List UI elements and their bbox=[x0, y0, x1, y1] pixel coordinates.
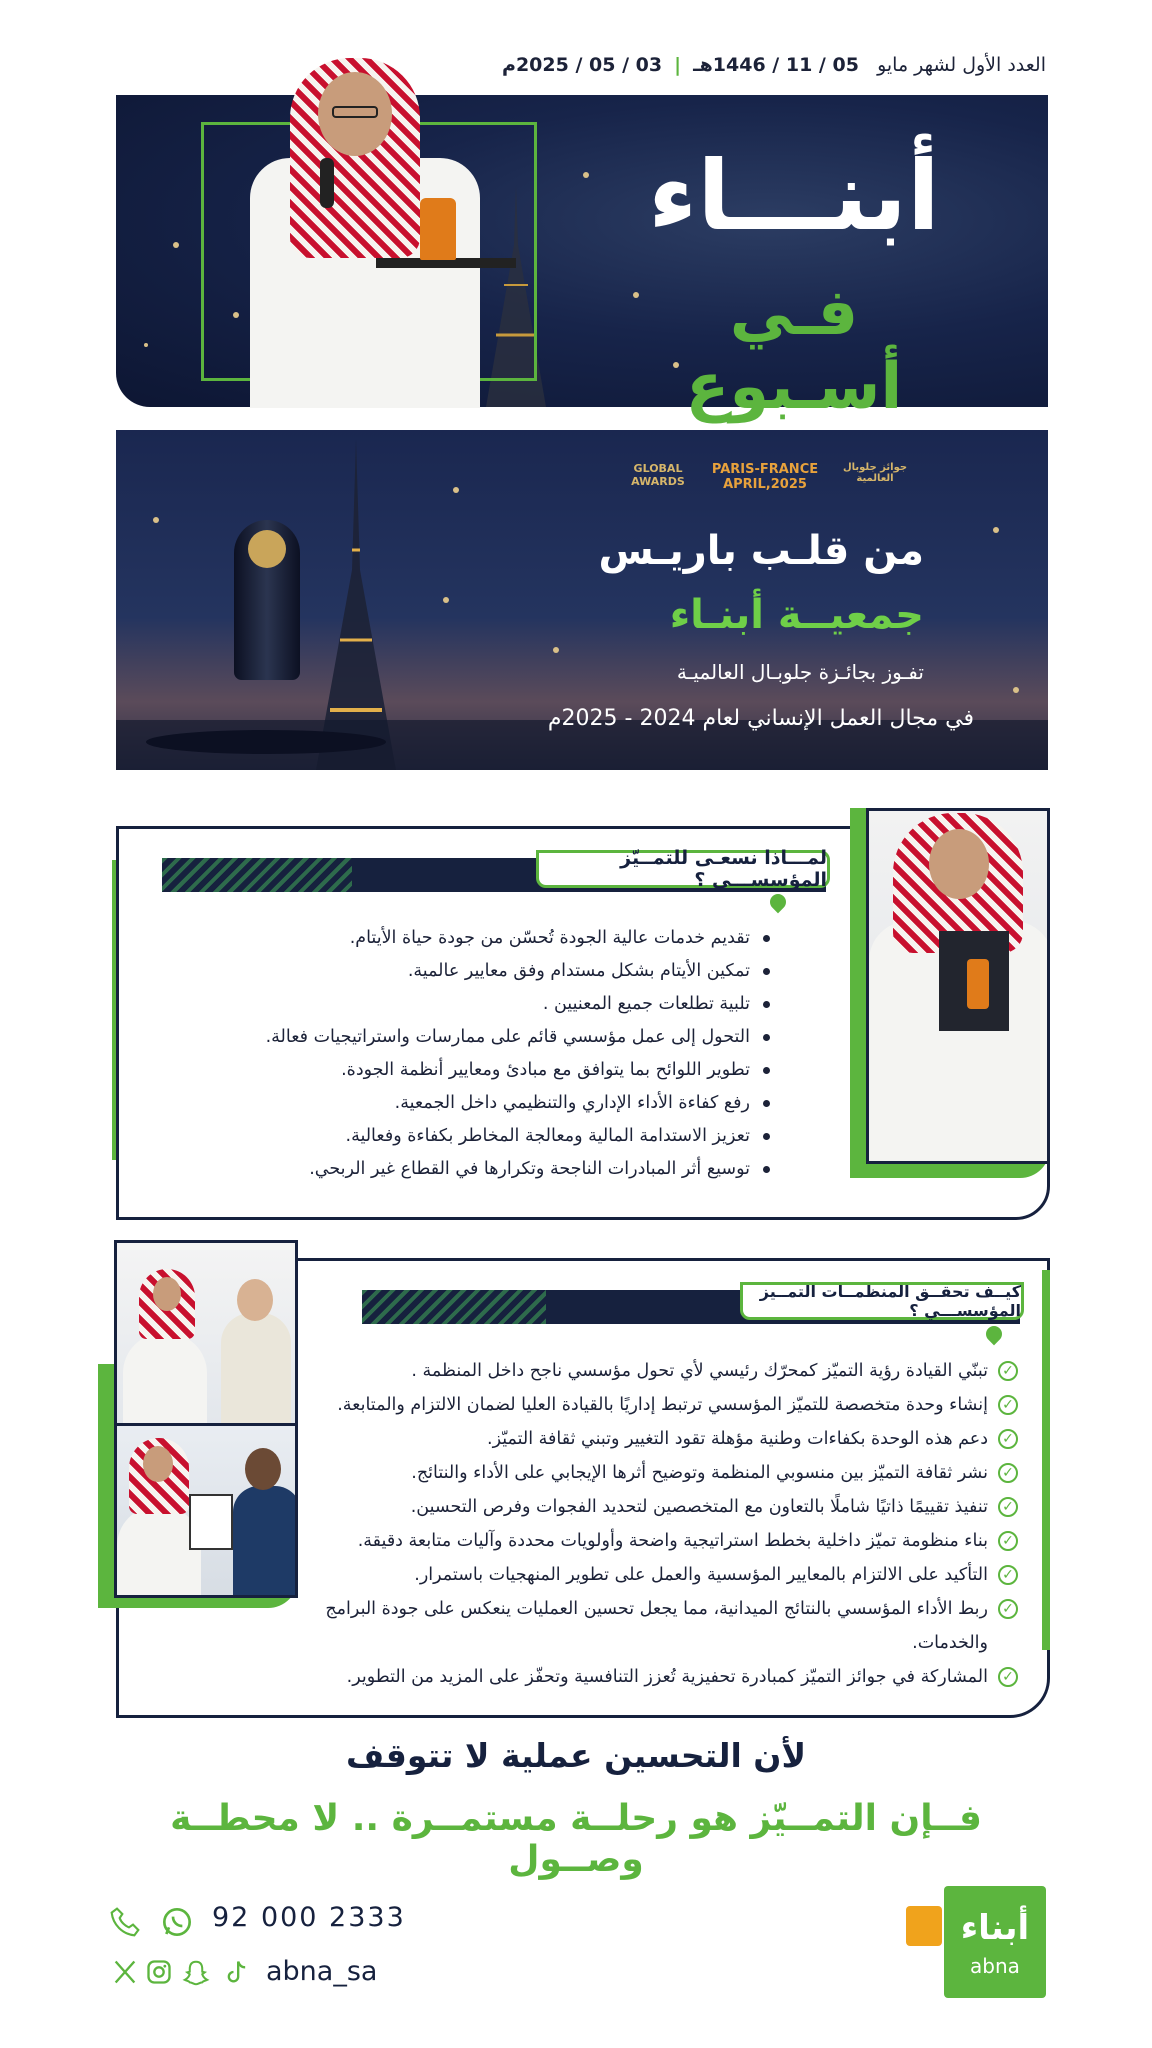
phone-icon[interactable] bbox=[108, 1906, 142, 1945]
list-item: ✓ بناء منظومة تميّز داخلية بخطط استراتيجية واضحة وأولويات محددة وآليات متابعة دقيقة. bbox=[300, 1524, 1018, 1558]
list-item: ✓ نشر ثقافة التميّز بين منسوبي المنظمة وتوضيح أثرها الإيجابي على الأداء والنتائج. bbox=[300, 1456, 1018, 1490]
trophy-icon bbox=[420, 198, 456, 260]
list-item: ✓ دعم هذه الوحدة بكفاءات وطنية مؤهلة تقود التغيير وتبني ثقافة التميّز. bbox=[300, 1422, 1018, 1456]
trophy-emblem-icon bbox=[248, 530, 286, 568]
how-photo-top bbox=[114, 1240, 298, 1426]
list-item: رفع كفاءة الأداء الإداري والتنظيمي داخل الجمعية. bbox=[200, 1087, 770, 1120]
brand-name-ar: أبناء bbox=[960, 1908, 1030, 1948]
check-circle-icon: ✓ bbox=[998, 1395, 1018, 1415]
closing-line-2: فــإن التمــيّز هو رحلــة مستمــرة .. لا محطــة وصــول bbox=[170, 1798, 982, 1880]
list-item: ✓ ربط الأداء المؤسسي بالنتائج الميدانية، مما يجعل تحسين العمليات ينعكس على جودة البرامج والخدمات. bbox=[300, 1592, 1018, 1660]
issue-dateline bbox=[502, 54, 1046, 76]
instagram-icon[interactable] bbox=[144, 1958, 174, 1993]
award-line-paris: من قلـب باريـس bbox=[598, 528, 924, 574]
check-circle-icon: ✓ bbox=[998, 1463, 1018, 1483]
hero-title-abnaa: أبنـــاء bbox=[648, 140, 940, 252]
award-line-wins: تفـوز بجائـزة جلوبـال العالميـة bbox=[676, 660, 924, 684]
check-circle-icon: ✓ bbox=[998, 1429, 1018, 1449]
paris-april-logo: PARIS-FRANCE APRIL,2025 bbox=[711, 462, 819, 492]
list-item: تقديم خدمات عالية الجودة تُحسّن من جودة حياة الأيتام. bbox=[200, 922, 770, 955]
award-line-field: في مجال العمل الإنساني لعام 2024 - 2025م bbox=[547, 706, 974, 731]
list-item: تلبية تطلعات جميع المعنيين . bbox=[200, 988, 770, 1021]
check-circle-icon: ✓ bbox=[998, 1565, 1018, 1585]
trophy-pedestal bbox=[146, 730, 386, 754]
list-item: تمكين الأيتام بشكل مستدام وفق معايير عالمية. bbox=[200, 955, 770, 988]
list-item: تعزيز الاستدامة المالية ومعالجة المخاطر بكفاءة وفعالية. bbox=[200, 1120, 770, 1153]
how-list bbox=[300, 1354, 1018, 1694]
why-photo bbox=[866, 808, 1050, 1164]
trophy-icon bbox=[967, 959, 989, 1009]
issue-label: العدد الأول لشهر مايو bbox=[877, 54, 1046, 76]
hijri-date: 05 / 11 / 1446هـ bbox=[693, 54, 859, 76]
global-awards-ar-logo: جوائز جلوبال العالمية bbox=[842, 462, 908, 484]
family-icon bbox=[906, 1906, 942, 1946]
list-item: التحول إلى عمل مؤسسي قائم على ممارسات واستراتيجيات فعالة. bbox=[200, 1021, 770, 1054]
list-item: توسيع أثر المبادرات الناجحة وتكرارها في القطاع غير الربحي. bbox=[200, 1153, 770, 1186]
check-circle-icon: ✓ bbox=[998, 1599, 1018, 1619]
how-header-pattern bbox=[362, 1290, 546, 1324]
check-circle-icon: ✓ bbox=[998, 1361, 1018, 1381]
check-circle-icon: ✓ bbox=[998, 1531, 1018, 1551]
tiktok-icon[interactable] bbox=[222, 1958, 252, 1993]
why-header-pattern bbox=[162, 858, 352, 892]
social-handle[interactable]: abna_sa bbox=[266, 1956, 378, 1987]
award-line-association: جمعيــة أبنـاء bbox=[669, 592, 924, 638]
snapchat-icon[interactable] bbox=[180, 1958, 212, 1995]
why-section-title: لمـــاذا نسعـى للتمــيّز المؤسســـي ؟ bbox=[536, 850, 830, 888]
check-circle-icon: ✓ bbox=[998, 1667, 1018, 1687]
why-list bbox=[200, 922, 770, 1186]
hero-title-week: فـي أسـبوع bbox=[685, 276, 903, 424]
award-logos bbox=[618, 462, 918, 510]
global-awards-logo: GLOBAL AWARDS bbox=[631, 462, 685, 488]
brand-name-en: abna bbox=[970, 1954, 1020, 1978]
how-photo-bottom bbox=[114, 1426, 298, 1598]
check-circle-icon: ✓ bbox=[998, 1497, 1018, 1517]
how-right-accent bbox=[1042, 1270, 1050, 1650]
how-section-title: كيــف تحقــق المنظمــات التمــيز المؤسســـي ؟ bbox=[740, 1282, 1024, 1320]
list-item: ✓ التأكيد على الالتزام بالمعايير المؤسسية والعمل على تطوير المنهجيات باستمرار. bbox=[300, 1558, 1018, 1592]
list-item: ✓ إنشاء وحدة متخصصة للتميّز المؤسسي ترتبط إداريًا بالقيادة العليا لضمان الالتزام والمتابعة. bbox=[300, 1388, 1018, 1422]
x-icon[interactable] bbox=[110, 1958, 140, 1993]
whatsapp-icon[interactable] bbox=[160, 1906, 194, 1945]
date-separator: | bbox=[674, 54, 682, 76]
gregorian-date: 03 / 05 / 2025م bbox=[502, 54, 663, 76]
contact-phone[interactable]: 92 000 2333 bbox=[212, 1902, 406, 1933]
hero-speaker-photo bbox=[250, 38, 480, 408]
list-item: ✓ تنفيذ تقييمًا ذاتيًا شاملًا بالتعاون مع المتخصصين لتحديد الفجوات وفرص التحسين. bbox=[300, 1490, 1018, 1524]
list-item: تطوير اللوائح بما يتوافق مع مبادئ ومعايير أنظمة الجودة. bbox=[200, 1054, 770, 1087]
list-item: ✓ تبنّي القيادة رؤية التميّز كمحرّك رئيسي لأي تحول مؤسسي ناجح داخل المنظمة . bbox=[300, 1354, 1018, 1388]
list-item: ✓ المشاركة في جوائز التميّز كمبادرة تحفيزية تُعزز التنافسية وتحفّز على المزيد من التطوير. bbox=[300, 1660, 1018, 1694]
abna-logo bbox=[944, 1886, 1046, 1998]
closing-line-1: لأن التحسين عملية لا تتوقف bbox=[345, 1736, 807, 1775]
